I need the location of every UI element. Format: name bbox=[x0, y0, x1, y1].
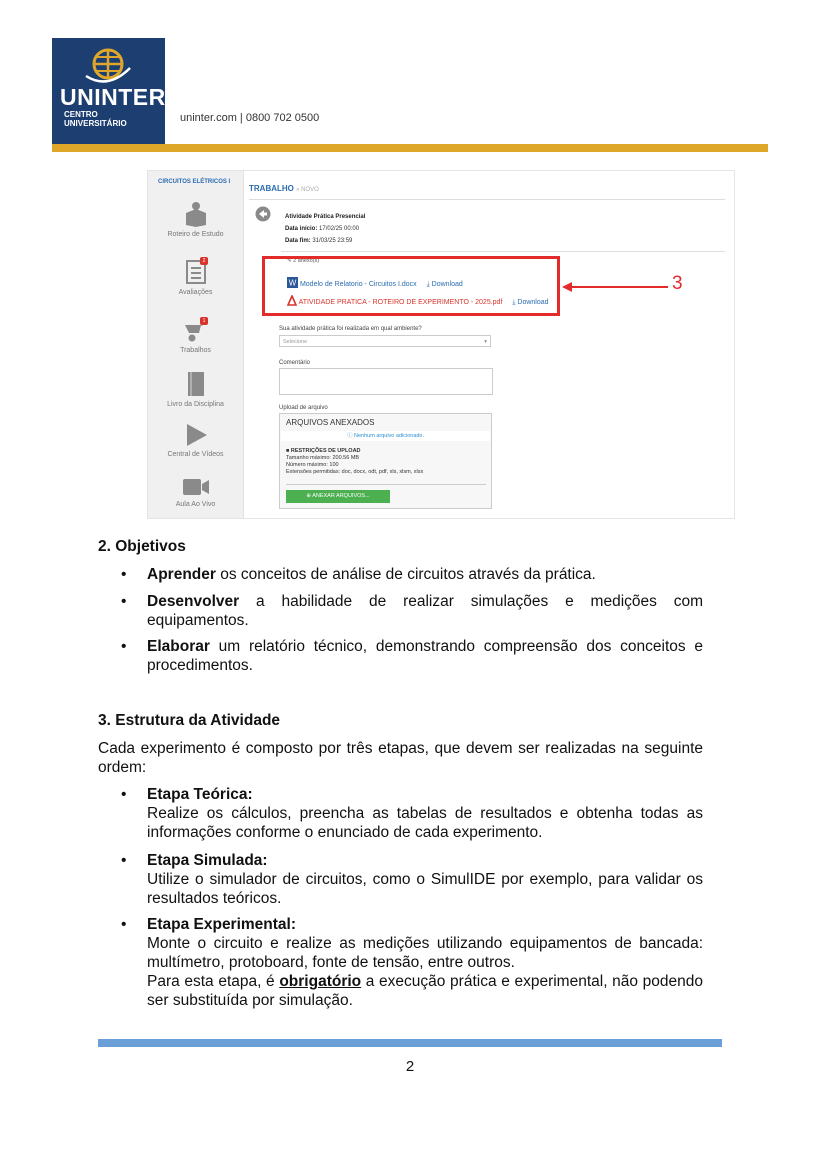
bullet: • bbox=[121, 566, 127, 583]
stage-item: Etapa Simulada: Utilize o simulador de circuitos, como o SimulIDE por exemplo, para validar os resultados teóricos. bbox=[147, 852, 703, 907]
sidebar-item-videos[interactable]: Central de Vídeos bbox=[148, 423, 243, 458]
bullet: • bbox=[121, 638, 127, 655]
upload-label: Upload de arquivo bbox=[279, 405, 328, 411]
objective-item: Aprender os conceitos de análise de circuitos através da prática. bbox=[147, 566, 596, 583]
section-intro: Cada experimento é composto por três etapas, que devem ser realizadas na seguinte ordem: bbox=[98, 740, 703, 776]
plus-icon: ⊕ bbox=[306, 493, 313, 499]
comment-field[interactable] bbox=[279, 368, 493, 395]
stage-item: Etapa Experimental: Monte o circuito e realize as medições utilizando equipamentos de bancada: multímetro, protoboard, fonte de tensão, entre outros. Para esta etapa, é obrigatório a execução prática e experimental, não podendo ser substituída por simulação. bbox=[147, 916, 703, 1009]
sidebar-item-livro[interactable]: Livro da Disciplina bbox=[148, 371, 243, 408]
uninter-logo bbox=[52, 38, 165, 144]
end-date: 31/03/25 23:59 bbox=[312, 238, 353, 244]
upload-panel bbox=[279, 413, 492, 509]
attachments-count: ✎ 2 anexo(s) bbox=[287, 258, 320, 264]
embedded-screenshot bbox=[147, 170, 735, 519]
contact-info: uninter.com | 0800 702 0500 bbox=[180, 112, 320, 124]
logo-name: UNINTER bbox=[60, 84, 166, 110]
info-icon: ⓘ bbox=[346, 433, 354, 439]
upload-empty-state: ⓘ Nenhum arquivo adicionado. bbox=[281, 431, 490, 441]
environment-question: Sua atividade prática foi realizada em qual ambiente? bbox=[279, 326, 422, 332]
highlight-box bbox=[262, 256, 560, 316]
start-date: 17/02/25 00:00 bbox=[319, 226, 360, 232]
download-link[interactable]: ⤓ Download bbox=[512, 299, 549, 306]
comment-label: Comentário bbox=[279, 360, 311, 366]
play-icon bbox=[184, 423, 208, 447]
svg-text:W: W bbox=[288, 278, 297, 288]
emphasis-obrigatorio: obrigatório bbox=[279, 973, 362, 990]
chevron-down-icon: ▾ bbox=[484, 339, 487, 345]
upload-header: ARQUIVOS ANEXADOS bbox=[286, 418, 375, 427]
breadcrumb: NOVO bbox=[301, 187, 319, 193]
back-arrow-icon[interactable] bbox=[255, 206, 271, 222]
camera-icon bbox=[182, 477, 210, 497]
avaliacoes-badge: 2 bbox=[200, 257, 208, 265]
bullet: • bbox=[121, 852, 127, 869]
title-divider bbox=[249, 199, 725, 200]
bullet: • bbox=[121, 593, 127, 610]
page-title: TRABALHO » NOVO bbox=[249, 184, 319, 193]
activity-info: Atividade Prática Presencial Data início: 17/02/25 00:00 Data fim: 31/03/25 23:59 bbox=[285, 214, 366, 244]
bullet: • bbox=[121, 786, 127, 803]
box-icon bbox=[184, 201, 208, 227]
file-link[interactable]: Modelo de Relatorio - Circuitos I.docx bbox=[299, 281, 417, 288]
file-link[interactable]: ATIVIDADE PRATICA - ROTEIRO DE EXPERIMENTO - 2025.pdf bbox=[298, 299, 503, 306]
trabalhos-badge: 1 bbox=[200, 317, 208, 325]
environment-select[interactable]: Selecione ▾ bbox=[279, 335, 491, 347]
objective-item: Elaborar um relatório técnico, demonstrando compreensão dos conceitos e procedimentos. bbox=[147, 638, 703, 674]
sidebar-item-aula[interactable]: Aula Ao Vivo bbox=[148, 477, 243, 508]
footer-divider bbox=[98, 1039, 722, 1047]
bullet: • bbox=[121, 916, 127, 933]
sidebar bbox=[148, 171, 244, 518]
attach-files-button[interactable]: ⊕ ANEXAR ARQUIVOS... bbox=[286, 490, 390, 503]
logo-subtitle: CENTRO UNIVERSITÁRIO bbox=[64, 110, 127, 128]
upload-restrictions: ■ RESTRIÇÕES DE UPLOAD Tamanho máximo: 200.56 MB Número máximo: 100 Extensões permitidas: doc, docx, odt, pdf, xls, xlsm, xlsx bbox=[286, 448, 424, 475]
book-icon bbox=[185, 371, 207, 397]
header-divider bbox=[52, 144, 768, 152]
info-divider bbox=[281, 251, 725, 252]
lock-icon: ■ bbox=[286, 448, 291, 454]
activity-title: Atividade Prática Presencial bbox=[285, 214, 366, 220]
sidebar-title: CIRCUITOS ELÉTRICOS I bbox=[158, 179, 231, 185]
download-link[interactable]: ⤓ Download bbox=[426, 281, 463, 288]
section-heading-estrutura: 3. Estrutura da Atividade bbox=[98, 712, 281, 729]
callout-number: 3 bbox=[672, 273, 683, 294]
callout-arrow bbox=[562, 282, 672, 292]
globe-icon bbox=[82, 46, 134, 86]
paperclip-icon: ✎ bbox=[287, 258, 294, 264]
upload-divider bbox=[286, 484, 486, 485]
sidebar-item-avaliacoes[interactable]: Avaliações 2 bbox=[178, 258, 213, 296]
objective-item: Desenvolver a habilidade de realizar simulações e medições com equipamentos. bbox=[147, 593, 703, 629]
section-heading-objetivos: 2. Objetivos bbox=[98, 538, 186, 555]
sidebar-item-roteiro[interactable]: Roteiro de Estudo bbox=[148, 201, 243, 238]
page-number: 2 bbox=[405, 1058, 415, 1075]
stage-item: Etapa Teórica: Realize os cálculos, preencha as tabelas de resultados e obtenha todas as informações conforme o enunciado de cada experimento. bbox=[147, 786, 703, 841]
sidebar-item-trabalhos[interactable]: Trabalhos 1 bbox=[180, 318, 211, 354]
